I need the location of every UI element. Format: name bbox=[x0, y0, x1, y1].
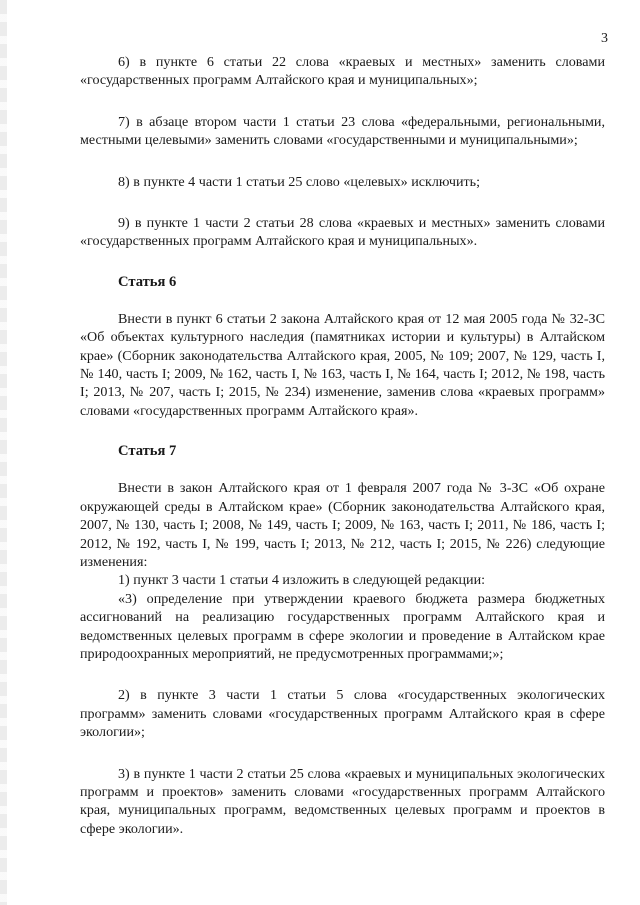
article-7-item-1-quote: «3) определение при утверждении краевого бюджета размера бюджетных ассигнований на реализацию государственных программ Алтайского края и ведомственных целевых программ в сфере экологии и проведение в Алтайском крае природоохранных мероприятий, не предусмотренных программами;»; bbox=[80, 590, 605, 662]
paragraph-item-7: 7) в абзаце втором части 1 статьи 23 слова «федеральными, региональными, местными целевыми» заменить словами «государственными и муниципальными»; bbox=[80, 113, 605, 149]
paragraph-item-9: 9) в пункте 1 части 2 статьи 28 слова «краевых и местных» заменить словами «государственных программ Алтайского края и муниципальных». bbox=[80, 215, 605, 250]
article-7-intro: Внести в закон Алтайского края от 1 февраля 2007 года № 3-ЗС «Об охране окружающей среды в Алтайском крае» (Сборник законодательства Алтайского края, 2007, № 130, часть I; 2008, № 149, часть I; 2009, № 163, часть I; 2011, № 186, часть I; 2012, № 192, часть I, № 199, часть I; 2013, № 212, часть I; 2015, № 226) следующие изменения: bbox=[80, 480, 605, 570]
document-body bbox=[80, 53, 605, 838]
article-7-item-3: 3) в пункте 1 части 2 статьи 25 слова «краевых и муниципальных экологических программ и проектов» заменить словами «государственных программ Алтайского края, муниципальных программ, ведомственных целевых программ и проектов в сфере экологии». bbox=[80, 765, 605, 837]
article-6-heading: Статья 6 bbox=[118, 273, 177, 290]
article-6-text: Внести в пункт 6 статьи 2 закона Алтайского края от 12 мая 2005 года № 32-ЗС «Об объектах культурного наследия (памятниках истории и культуры) в Алтайском крае» (Сборник законодательства Алтайского края, 2005, № 109; 2007, № 129, часть I, № 140, часть I; 2009, № 162, часть I, № 163, часть I, № 164, часть I; 2012, № 198, часть I; 2013, № 207, часть I; 2015, № 234) изменение, заменив слова «краевых программ» словами «государственных программ Алтайского края». bbox=[80, 310, 605, 419]
article-7-item-1: 1) пункт 3 части 1 статьи 4 изложить в следующей редакции: bbox=[118, 572, 486, 589]
scan-edge bbox=[0, 0, 7, 905]
page-number: 3 bbox=[601, 31, 608, 46]
paragraph-item-8: 8) в пункте 4 части 1 статьи 25 слово «целевых» исключить; bbox=[118, 173, 481, 190]
article-7-heading: Статья 7 bbox=[118, 443, 177, 460]
article-7-item-2: 2) в пункте 3 части 1 статьи 5 слова «государственных экологических программ» заменить словами «государственных программ Алтайского края в сфере экологии»; bbox=[80, 687, 605, 741]
paragraph-item-6: 6) в пункте 6 статьи 22 слова «краевых и местных» заменить словами «государственных программ Алтайского края и муниципальных»; bbox=[80, 54, 605, 89]
